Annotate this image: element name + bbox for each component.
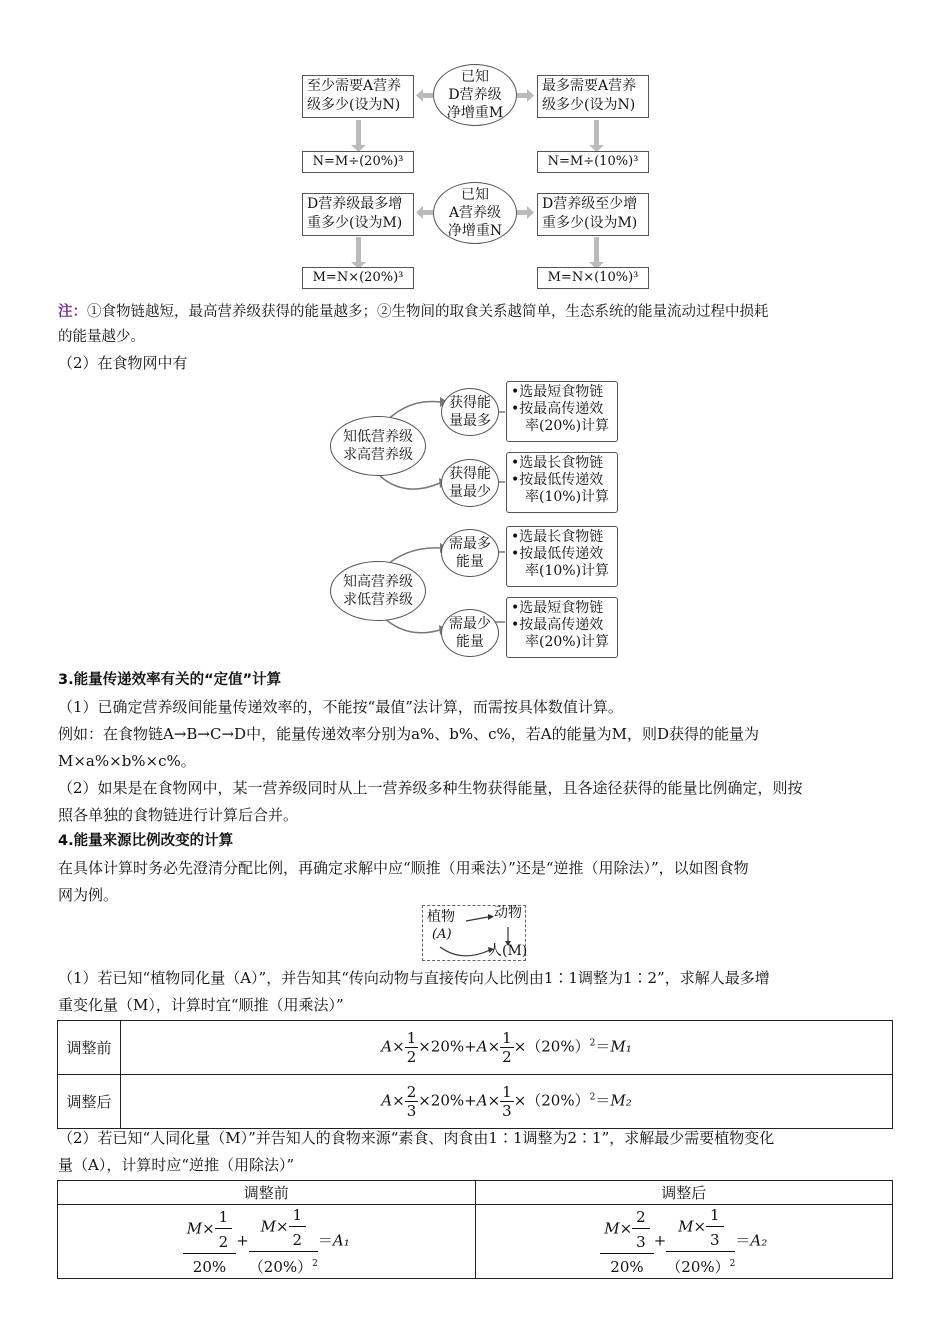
p4-line1: 在具体计算时务必先澄清分配比例，再确定求解中应“顺推（用乘法）”还是“逆推（用除法）”，以如图食物 [58, 859, 749, 877]
formula-max-d: M=N×(20%)³ [302, 267, 414, 289]
p3-line3: M×a%×b%×c%。 [58, 752, 196, 770]
table2-head-before: 调整前 [58, 1181, 476, 1205]
plant-label: 植物 [427, 909, 455, 925]
table-forward [57, 1020, 893, 1129]
outcome-need-most: 需最多 能量 [441, 529, 499, 577]
table2-formulas [58, 1205, 893, 1279]
p3-line1: （1）已确定营养级间能量传递效率的，不能按“最值”法计算，而需按具体数值计算。 [58, 698, 623, 716]
max-a-box: 最多需要A营养 级多少(设为N) [537, 75, 649, 118]
rule-box-4: •选最短食物链 •按最高传递效 率(20%)计算 [506, 597, 618, 658]
q2-line1: （2）若已知“人同化量（M）”并告知人的食物来源“素食、肉食由1∶1调整为2∶1”，求解最少需要植物变化 [58, 1129, 775, 1147]
table2-formula-after: M× $\frac{2}{3}$ 20% + M× $\frac{1}{3}$ $(20\%)^2$ ＝A₂ [475, 1205, 893, 1279]
table1-formula-before: A× $\frac{1}{2}$ ×20%+A× $\frac{1}{2}$ $\times(20\%)^2=M_1$ [121, 1021, 893, 1075]
table1-label-before: 调整前 [58, 1021, 121, 1075]
table1-label-after: 调整后 [58, 1075, 121, 1129]
rule-box-1: •选最短食物链 •按最高传递效 率(20%)计算 [506, 381, 618, 442]
table-backward [57, 1180, 893, 1279]
rule-box-2: •选最长食物链 •按最低传递效 率(10%)计算 [506, 452, 618, 513]
note-line2: 的能量越少。 [58, 329, 145, 345]
p4-line2: 网为例。 [58, 886, 119, 904]
table2-header [58, 1181, 893, 1205]
p3-line4: （2）如果是在食物网中，某一营养级同时从上一营养级多种生物获得能量，且各途径获得的能量比例确定，则按 [58, 779, 803, 797]
p3-line5: 照各单独的食物链进行计算后合并。 [58, 806, 299, 824]
note-label: 注： [58, 303, 87, 320]
section4-heading: 4.能量来源比例改变的计算 [58, 833, 234, 849]
know-low-ellipse: 知低营养级 求高营养级 [330, 416, 426, 476]
formula-max-a: N=M÷(10%)³ [537, 151, 649, 173]
outcome-least-energy: 获得能 量最少 [441, 459, 499, 507]
outcome-need-least: 需最少 能量 [441, 609, 499, 657]
q1-line2: 重变化量（M），计算时宜“顺推（用乘法）” [58, 996, 344, 1014]
table2-head-after: 调整后 [475, 1181, 893, 1205]
known-a-ellipse: 已知 A营养级 净增重N [433, 182, 517, 244]
plant-sub-label: (A) [432, 927, 452, 942]
table1-row-before [58, 1021, 893, 1075]
min-d-box: D营养级至少增 重多少(设为M) [537, 193, 649, 236]
outcome-most-energy: 获得能 量最多 [441, 388, 499, 436]
animal-label: 动物 [494, 905, 522, 921]
table1-formula-after: A× $\frac{2}{3}$ ×20%+A× $\frac{1}{3}$ $\times(20\%)^2=M_2$ [121, 1075, 893, 1129]
section2-title: （2）在食物网中有 [58, 354, 188, 372]
table2-formula-before: M× $\frac{1}{2}$ 20% + M× $\frac{1}{2}$ $(20\%)^2$ ＝A₁ [58, 1205, 476, 1279]
formula-min-a: N=M÷(20%)³ [302, 151, 414, 173]
section3-heading: 3.能量传递效率有关的“定值”计算 [58, 672, 282, 688]
max-d-box: D营养级最多增 重多少(设为M) [302, 193, 414, 236]
human-label: 人(M) [488, 943, 528, 959]
know-high-ellipse: 知高营养级 求低营养级 [330, 561, 426, 621]
p3-line2: 例如：在食物链A→B→C→D中，能量传递效率分别为a%、b%、c%，若A的能量为M，则D获得的能量为 [58, 725, 759, 743]
min-a-box: 至少需要A营养 级多少(设为N) [302, 75, 414, 118]
rule-box-3: •选最长食物链 •按最低传递效 率(10%)计算 [506, 526, 618, 587]
table1-row-after [58, 1075, 893, 1129]
formula-min-d: M=N×(10%)³ [537, 267, 649, 289]
note-line1: 注：①食物链越短，最高营养级获得的能量越多；②生物间的取食关系越简单，生态系统的能量流动过程中损耗 [58, 303, 769, 320]
q2-line2: 量（A），计算时应“逆推（用除法）” [58, 1156, 295, 1174]
q1-line1: （1）若已知“植物同化量（A）”，并告知其“传向动物与直接传向人比例由1∶1调整为1∶2”，求解人最多增 [58, 969, 770, 987]
known-d-ellipse: 已知 D营养级 净增重M [433, 64, 517, 126]
